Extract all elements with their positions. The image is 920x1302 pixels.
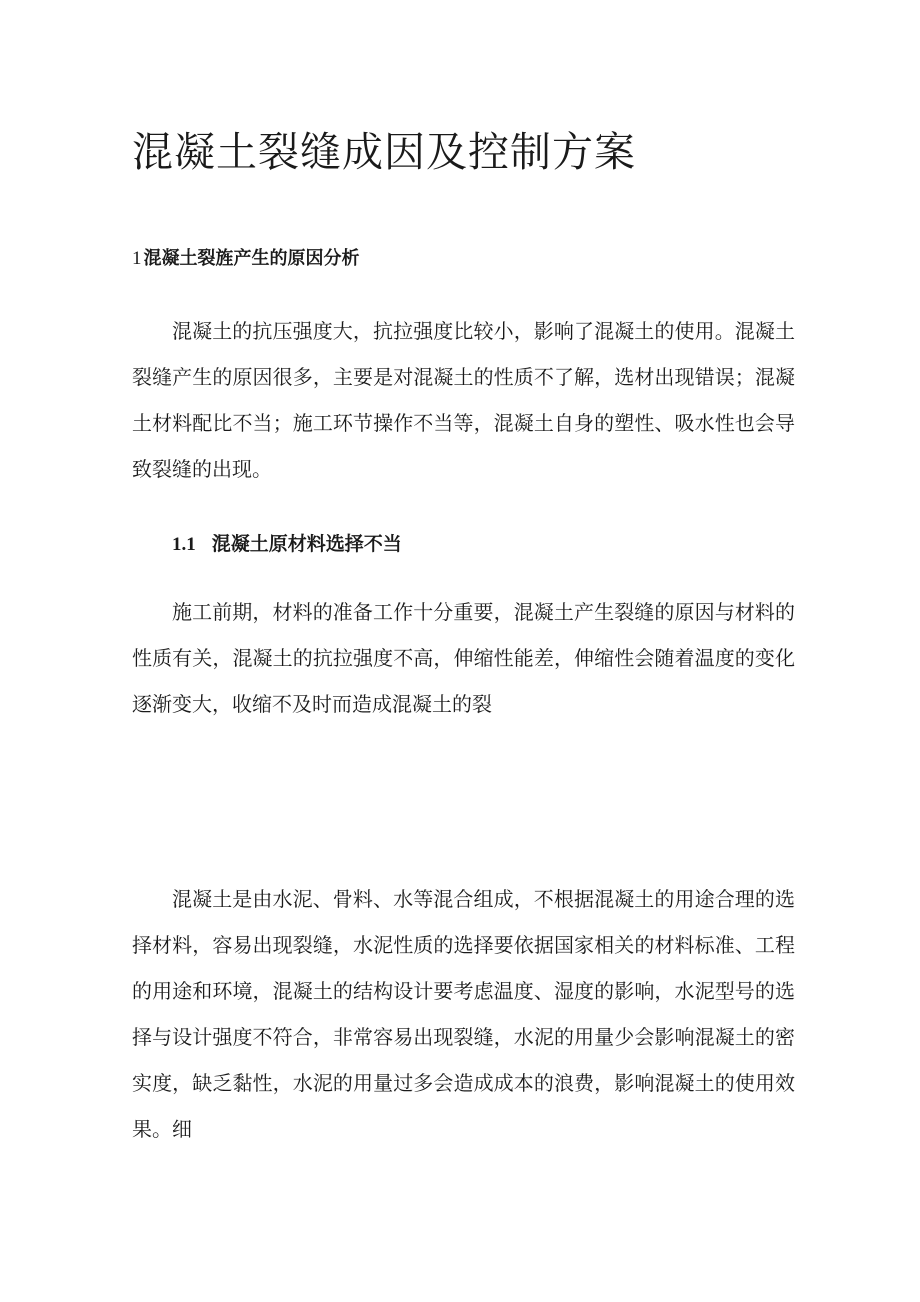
section-1-heading-text: 混凝土裂旌产生的原因分析	[143, 248, 360, 269]
section-1-number: 1	[132, 248, 142, 269]
document-title: 混凝土裂缝成因及控制方案	[132, 128, 636, 176]
paragraph-2: 施工前期，材料的准备工作十分重要，混凝土产生裂缝的原因与材料的性质有关，混凝土的抗拉强度不高，伸缩性能差，伸缩性会随着温度的变化逐渐变大，收缩不及时而造成混凝土的裂	[132, 600, 795, 716]
section-1-heading	[132, 245, 360, 273]
paragraph-1: 混凝土的抗压强度大，抗拉强度比较小，影响了混凝土的使用。混凝土裂缝产生的原因很多，主要是对混凝土的性质不了解，选材出现错误；混凝土材料配比不当；施工环节操作不当等，混凝土自身的塑性、吸水性也会导致裂缝的出现。	[132, 319, 795, 481]
section-1-1-number: 1.1	[172, 534, 196, 555]
section-1-1-heading-text: 混凝土原材料选择不当	[211, 533, 402, 555]
paragraph-3: 混凝土是由水泥、骨料、水等混合组成，不根据混凝土的用途合理的选择材料，容易出现裂缝，水泥性质的选择要依据国家相关的材料标准、工程的用途和环境，混凝土的结构设计要考虑温度、湿度的影响，水泥型号的选择与设计强度不符合，非常容易出现裂缝，水泥的用量少会影响混凝土的密实度，缺乏黏性，水泥的用量过多会造成成本的浪费，影响混凝土的使用效果。细	[132, 887, 795, 1141]
section-1-1-heading	[172, 528, 402, 561]
